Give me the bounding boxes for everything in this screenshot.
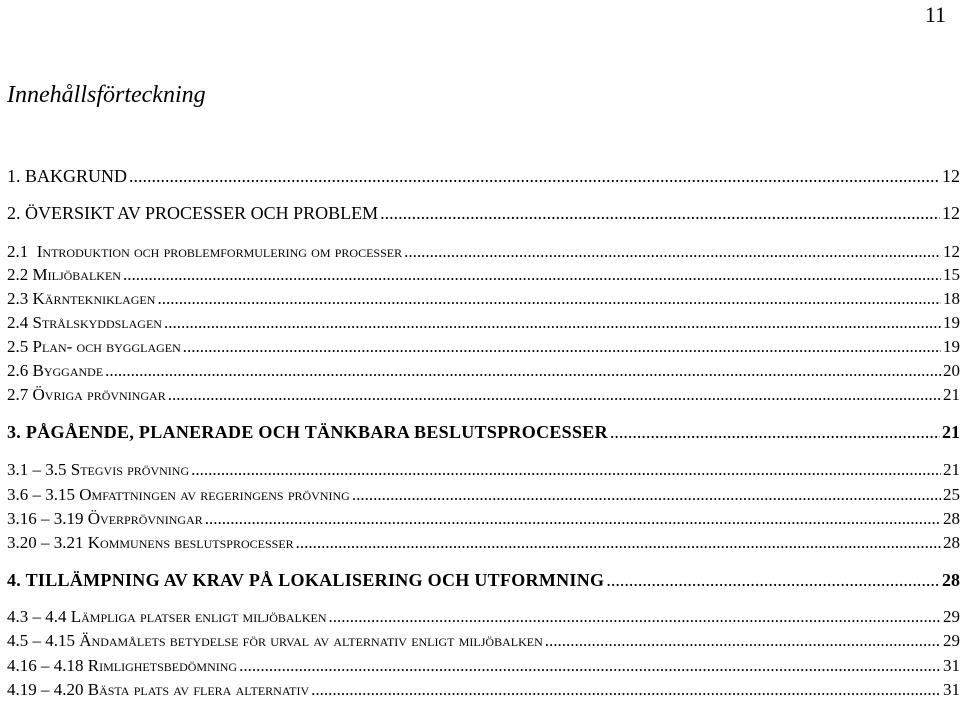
toc-entry-page: 19 <box>943 313 960 332</box>
dot-leader <box>191 460 941 480</box>
toc-entry-title: 2.6 Byggande <box>7 361 104 380</box>
toc-entry-4-3[interactable] <box>7 607 960 627</box>
dot-leader <box>296 533 941 553</box>
toc-entry-2-1[interactable] <box>7 242 960 262</box>
toc-entry-title: 2.4 Strålskyddslagen <box>7 313 162 332</box>
toc-entry-2[interactable] <box>7 203 960 224</box>
toc-entry-title: 4.3 – 4.4 Lämpliga platser enligt miljöbalken <box>7 607 327 626</box>
dot-leader <box>352 485 941 505</box>
toc-entry-page: 29 <box>943 607 960 626</box>
toc-entry-title: 2.2 Miljöbalken <box>7 265 121 284</box>
toc-entry-2-4[interactable] <box>7 313 960 333</box>
toc-entry-2-2[interactable] <box>7 265 960 285</box>
dot-leader <box>205 509 941 529</box>
toc-entry-2-5[interactable] <box>7 337 960 357</box>
toc-entry-page: 28 <box>942 570 960 590</box>
toc-entry-page: 29 <box>943 631 960 650</box>
toc-entry-page: 12 <box>943 242 960 261</box>
dot-leader <box>123 265 941 285</box>
toc-entry-title: 4. TILLÄMPNING AV KRAV PÅ LOKALISERING OCH UTFORMNING <box>7 570 605 590</box>
dot-leader <box>129 166 940 187</box>
toc-entry-title: 4.19 – 4.20 Bästa plats av flera alternativ <box>7 680 310 699</box>
dot-leader <box>164 313 941 333</box>
dot-leader <box>610 422 940 443</box>
toc-entry-page: 15 <box>943 265 960 284</box>
toc-entry-4-5[interactable] <box>7 631 960 651</box>
dot-leader <box>183 337 941 357</box>
toc-entry-title: 4.5 – 4.15 Ändamålets betydelse för urval av alternativ enligt miljöbalken <box>7 631 543 650</box>
toc-entry-title: 2.7 Övriga prövningar <box>7 385 166 404</box>
dot-leader <box>311 680 941 700</box>
toc-entry-page: 19 <box>943 337 960 356</box>
toc-entry-title: 3.6 – 3.15 Omfattningen av regeringens prövning <box>7 485 350 504</box>
toc-entry-title: 1. BAKGRUND <box>7 166 128 186</box>
toc-heading: Innehållsförteckning <box>7 82 206 108</box>
toc-entry-3-1[interactable] <box>7 460 960 480</box>
dot-leader <box>168 385 941 405</box>
toc-entry-page: 28 <box>943 533 960 552</box>
toc-entry-page: 12 <box>942 203 960 223</box>
toc-entry-4-16[interactable] <box>7 656 960 676</box>
toc-entry-title: 2. ÖVERSIKT AV PROCESSER OCH PROBLEM <box>7 203 379 223</box>
dot-leader <box>380 203 940 224</box>
dot-leader <box>329 607 941 627</box>
toc-entry-3-6[interactable] <box>7 485 960 505</box>
dot-leader <box>606 570 940 591</box>
toc-entry-page: 31 <box>943 656 960 675</box>
toc-entry-1[interactable] <box>7 166 960 187</box>
toc-entry-3-16[interactable] <box>7 509 960 529</box>
toc-entry-page: 12 <box>942 166 960 186</box>
toc-entry-3[interactable] <box>7 422 960 443</box>
dot-leader <box>157 289 941 309</box>
toc-entry-4-19[interactable] <box>7 680 960 700</box>
dot-leader <box>105 361 941 381</box>
toc-entry-page: 21 <box>943 385 960 404</box>
toc-entry-title: 3.20 – 3.21 Kommunens beslutsprocesser <box>7 533 294 552</box>
page-number: 11 <box>924 2 946 27</box>
toc-entry-page: 25 <box>943 485 960 504</box>
toc-entry-2-6[interactable] <box>7 361 960 381</box>
dot-leader <box>239 656 941 676</box>
toc-entry-title: 2.1 Introduktion och problemformulering om processer <box>7 242 403 261</box>
toc-entry-2-7[interactable] <box>7 385 960 405</box>
dot-leader <box>404 242 941 262</box>
toc-entry-page: 21 <box>942 422 960 442</box>
toc-entry-3-20[interactable] <box>7 533 960 553</box>
toc-entry-title: 3.16 – 3.19 Överprövningar <box>7 509 203 528</box>
toc-entry-title: 3.1 – 3.5 Stegvis prövning <box>7 460 190 479</box>
dot-leader <box>545 631 941 651</box>
toc-entry-2-3[interactable] <box>7 289 960 309</box>
toc-entry-page: 18 <box>943 289 960 308</box>
toc-entry-title: 4.16 – 4.18 Rimlighetsbedömning <box>7 656 238 675</box>
toc-entry-4[interactable] <box>7 570 960 591</box>
toc-entry-title: 2.3 Kärntekniklagen <box>7 289 156 308</box>
toc-entry-page: 20 <box>943 361 960 380</box>
toc-entry-title: 2.5 Plan- och bygglagen <box>7 337 181 356</box>
toc-entry-page: 31 <box>943 680 960 699</box>
toc-entry-page: 21 <box>943 460 960 479</box>
toc-entry-title: 3. PÅGÅENDE, PLANERADE OCH TÄNKBARA BESLUTSPROCESSER <box>7 422 608 442</box>
toc-entry-page: 28 <box>943 509 960 528</box>
